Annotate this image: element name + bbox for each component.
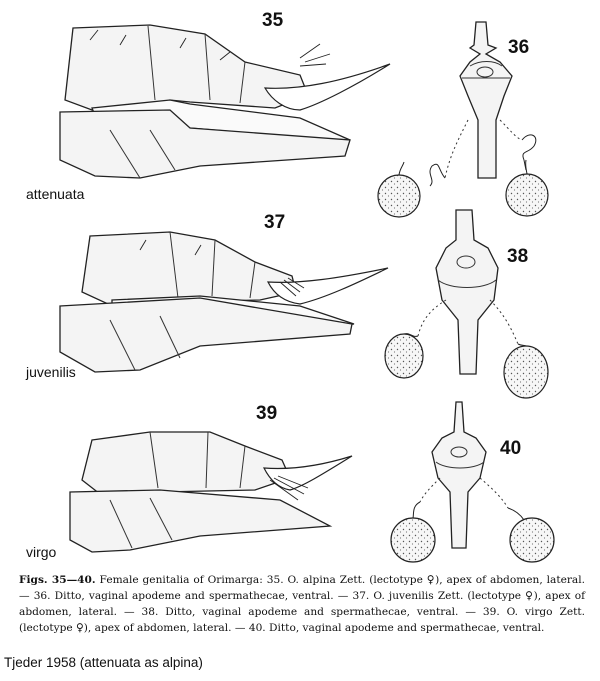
figure-number-37: 37 — [264, 212, 286, 233]
fig38-drawing — [385, 210, 548, 398]
species-label-juvenilis: juvenilis — [26, 364, 76, 380]
fig35-drawing — [60, 25, 390, 178]
figure-number-35: 35 — [262, 10, 284, 31]
species-label-attenuata: attenuata — [26, 186, 85, 202]
species-label-virgo: virgo — [26, 544, 57, 560]
figure-number-39: 39 — [256, 403, 278, 424]
caption-lead: Figs. 35—40. — [19, 574, 96, 586]
figure-number-36: 36 — [508, 37, 530, 58]
figure-caption — [19, 572, 585, 636]
figure-number-40: 40 — [500, 438, 522, 459]
fig37-drawing — [60, 232, 388, 372]
source-credit: Tjeder 1958 (attenuata as alpina) — [4, 655, 203, 670]
figure-number-38: 38 — [507, 246, 529, 267]
fig39-drawing — [70, 432, 352, 552]
caption-text: Female genitalia of Orimarga: 35. O. alpina Zett. (lectotype ♀), apex of abdomen, lateral. — 36. Ditto, vaginal apodeme and spermathecae, ventral. — 37. O. juvenilis Zett. (lectotype ♀), apex of abdomen, lateral. — 38. Ditto, vaginal apodeme and spermathecae, ventral. — 39. O. virgo Zett. (lectotype ♀), apex of abdomen, lateral. — 40. Ditto, vaginal apodeme and spermathecae, ventral. — [19, 574, 586, 634]
fig40-drawing — [391, 402, 554, 562]
